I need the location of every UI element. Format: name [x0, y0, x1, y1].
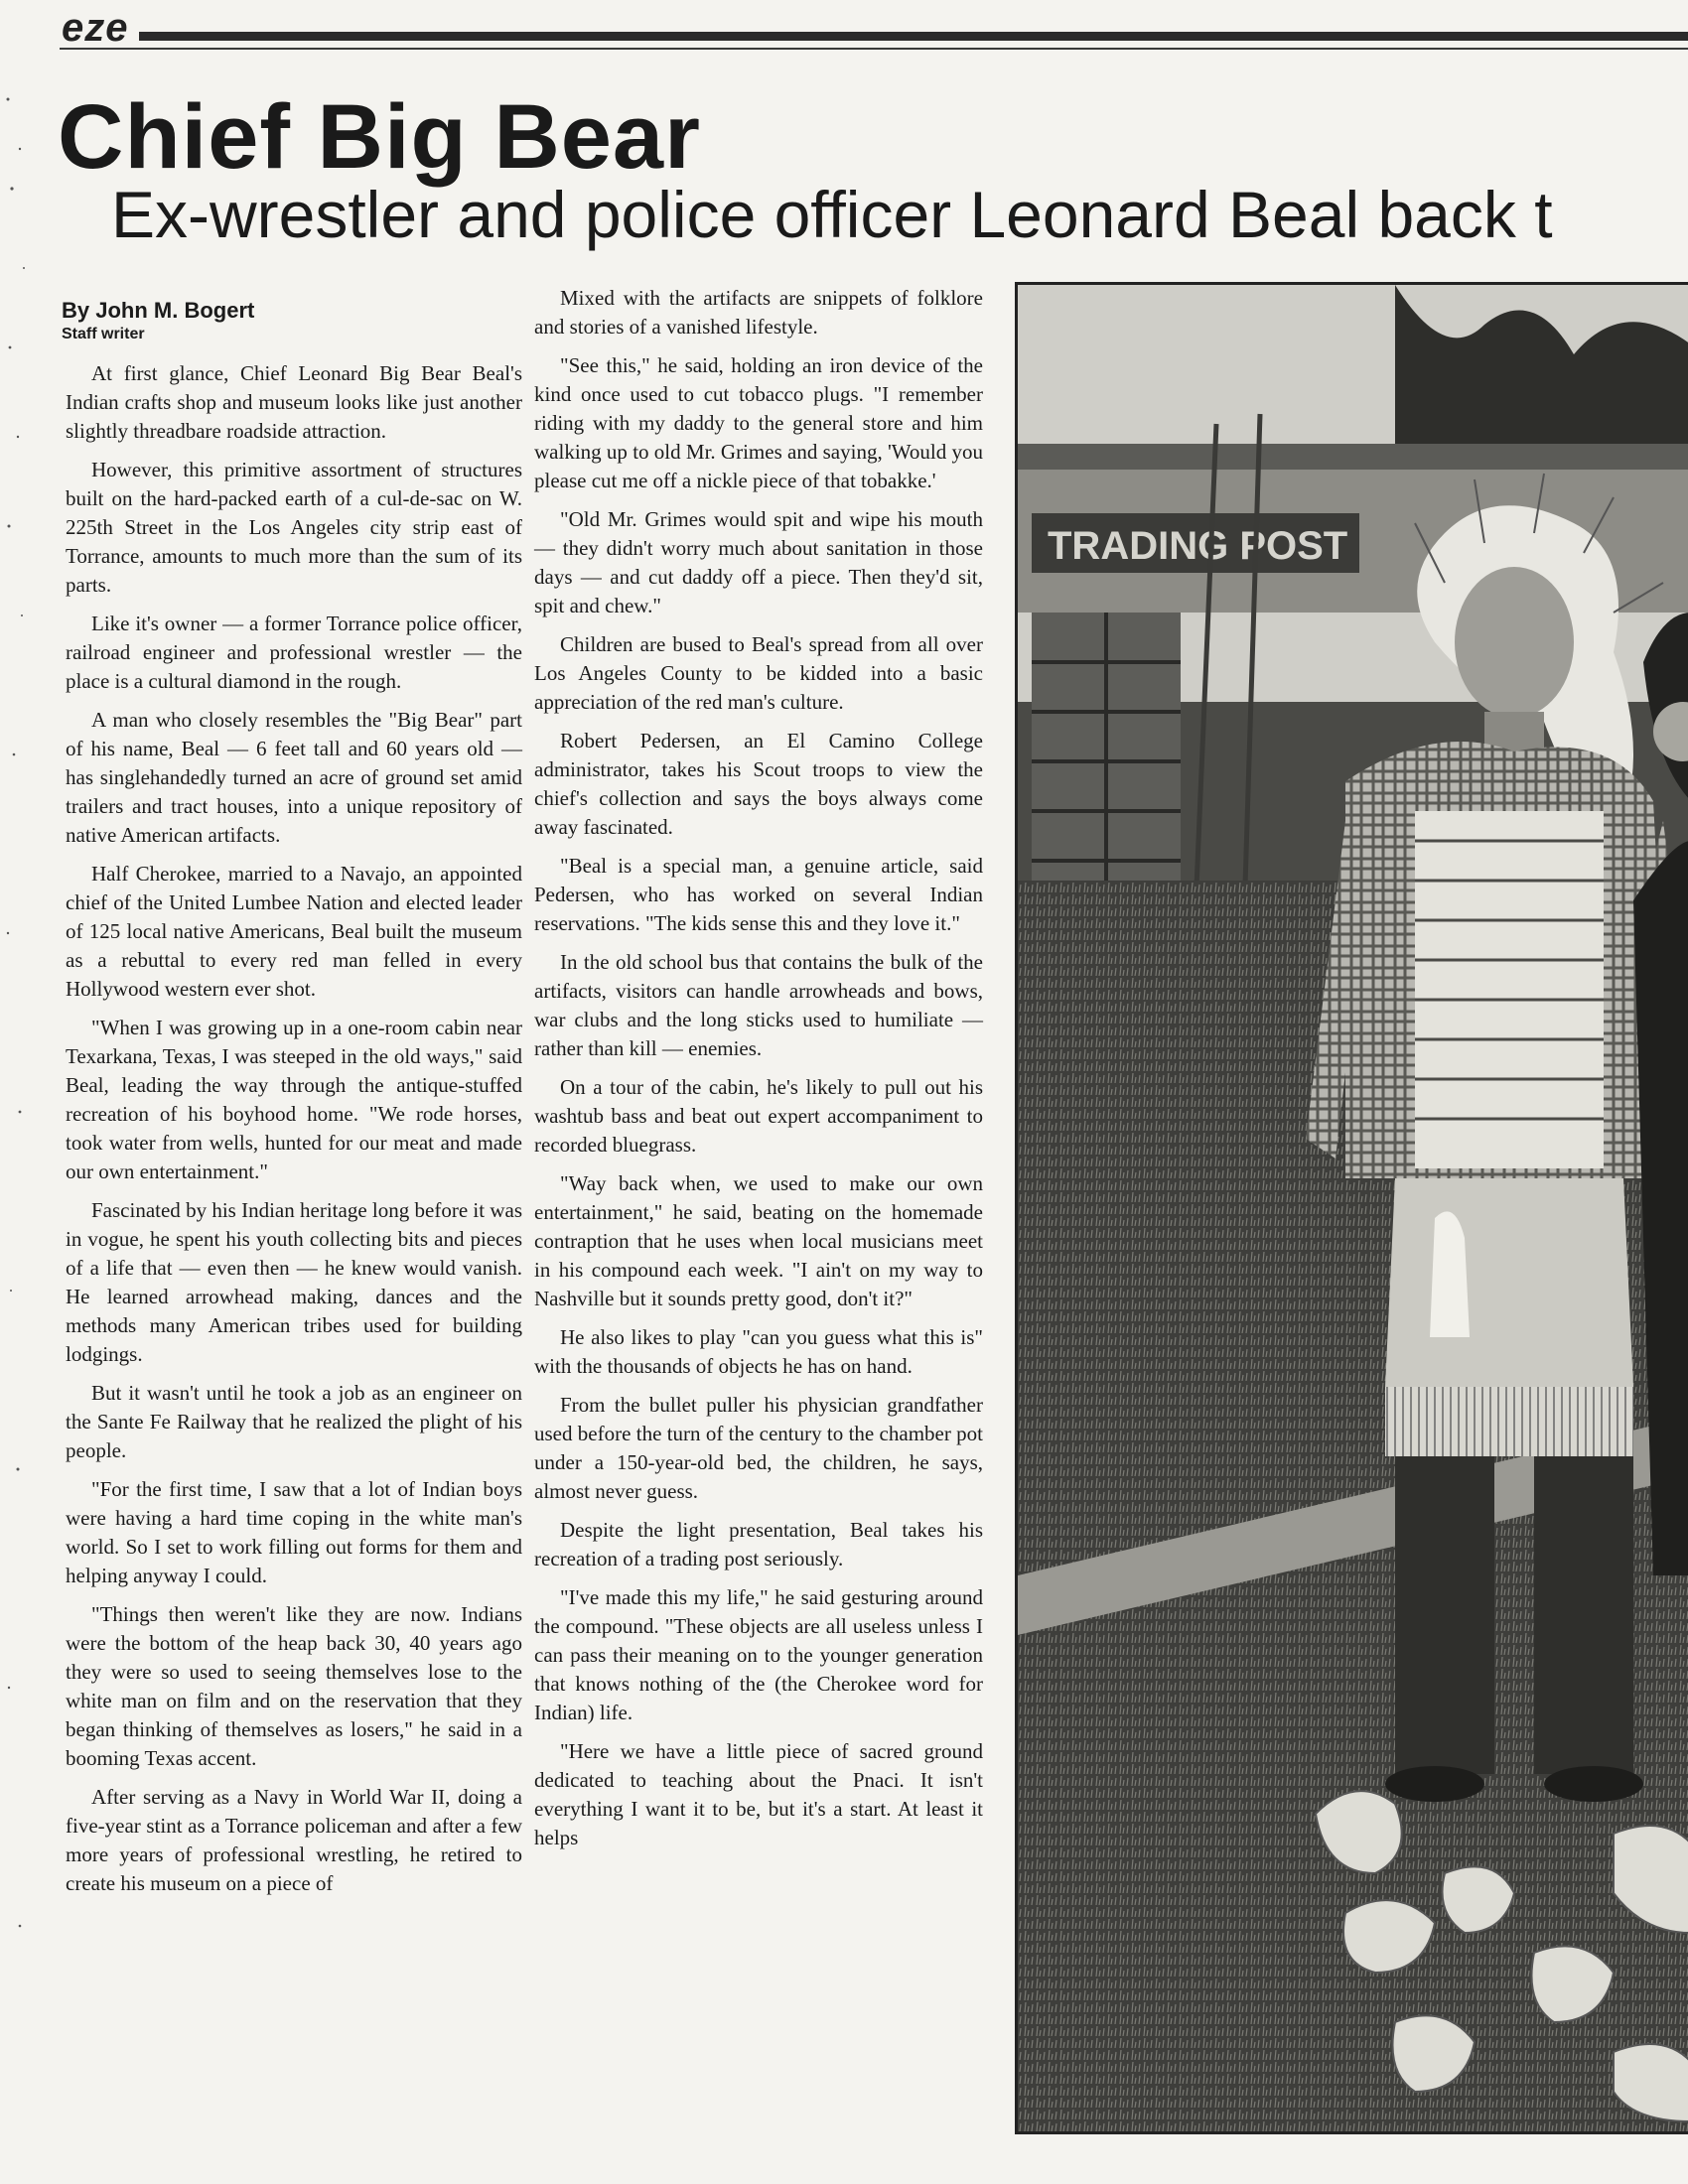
paragraph: "See this," he said, holding an iron device of the kind once used to cut tobacco plugs. "I remember riding with my daddy to the general store and him walking up to old Mr. Grimes and saying, 'Would you please cut me off a nickle piece of that tobakke.'	[534, 353, 983, 492]
article-column-2	[534, 284, 983, 1862]
photo-illustration	[1018, 285, 1688, 2131]
paragraph: "Here we have a little piece of sacred ground dedicated to teaching about the Pnaci. It isn't everything I want it to be, but it's a start. At least it helps	[534, 1739, 983, 1849]
subhead: Ex-wrestler and police officer Leonard Beal back t	[111, 178, 1553, 251]
paragraph: A man who closely resembles the "Big Bear" part of his name, Beal — 6 feet tall and 60 years old — has singlehandedly turned an acre of ground set amid trailers and tract houses, into a unique repository of native American artifacts.	[66, 708, 522, 847]
paragraph: Children are bused to Beal's spread from all over Los Angeles County to be kidded into a basic appreciation of the red man's culture.	[534, 632, 983, 714]
paragraph: Despite the light presentation, Beal takes his recreation of a trading post seriously.	[534, 1518, 983, 1570]
paragraph: "Beal is a special man, a genuine article, said Pedersen, who has worked on several Indian reservations. "The kids sense this and they love it."	[534, 854, 983, 935]
paragraph: However, this primitive assortment of structures built on the hard-packed earth of a cul-de-sac on W. 225th Street in the Los Angeles city strip east of Torrance, amounts to much more than the sum of its parts.	[66, 458, 522, 597]
paragraph: But it wasn't until he took a job as an engineer on the Sante Fe Railway that he realized the plight of his people.	[66, 1381, 522, 1462]
paragraph: He also likes to play "can you guess what this is" with the thousands of objects he has on hand.	[534, 1325, 983, 1378]
paragraph: Like it's owner — a former Torrance police officer, railroad engineer and professional wrestler — the place is a cultural diamond in the rough.	[66, 612, 522, 693]
paragraph: "For the first time, I saw that a lot of Indian boys were having a hard time coping in the white man's world. So I set to work filling out forms for them and helping anyway I could.	[66, 1477, 522, 1587]
paragraph: At first glance, Chief Leonard Big Bear Beal's Indian crafts shop and museum looks like just another slightly threadbare roadside attraction.	[66, 361, 522, 443]
photo-sign-text: TRADING POST	[1048, 524, 1348, 568]
masthead-thick-rule	[139, 32, 1688, 41]
paragraph: "I've made this my life," he said gesturing around the compound. "These objects are all useless unless I can pass their meaning on to the younger generation that knows nothing of the (the Cherokee word for Indian) life.	[534, 1585, 983, 1724]
paragraph: From the bullet puller his physician grandfather used before the turn of the century to the chamber pot under a 150-year-old bed, the children, he says, almost never guess.	[534, 1393, 983, 1503]
masthead-thin-rule	[60, 48, 1688, 50]
article-column-1	[66, 359, 522, 1908]
paragraph: "Things then weren't like they are now. Indians were the bottom of the heap back 30, 40 years ago they were so used to seeing themselves lose to the white man on film and on the reservation that they began thinking of themselves as losers," he said in a booming Texas accent.	[66, 1602, 522, 1770]
paragraph: In the old school bus that contains the bulk of the artifacts, visitors can handle arrowheads and bows, war clubs and the long sticks used to humiliate — rather than kill — enemies.	[534, 950, 983, 1060]
news-photo	[1015, 282, 1688, 2134]
byline	[62, 298, 254, 343]
paragraph: Mixed with the artifacts are snippets of folklore and stories of a vanished lifestyle.	[534, 286, 983, 339]
paragraph: Half Cherokee, married to a Navajo, an appointed chief of the United Lumbee Nation and elected leader of 125 local native Americans, Beal built the museum as a rebuttal to every red man felled in every Hollywood western ever shot.	[66, 862, 522, 1001]
scan-edge-speckle	[0, 60, 40, 2144]
paragraph: "When I was growing up in a one-room cabin near Texarkana, Texas, I was steeped in the old ways," said Beal, leading the way through the antique-stuffed recreation of his boyhood home. "We rode horses, took water from wells, hunted for our meat and made our own entertainment."	[66, 1016, 522, 1183]
section-tag: eze	[62, 6, 129, 50]
paragraph: Fascinated by his Indian heritage long before it was in vogue, he spent his youth collecting bits and pieces of a life that — even then — he knew would vanish. He learned arrowhead making, dances and the methods many American tribes used for building lodgings.	[66, 1198, 522, 1366]
byline-title: Staff writer	[62, 326, 145, 342]
byline-name: By John M. Bogert	[62, 298, 255, 323]
paragraph: After serving as a Navy in World War II, doing a five-year stint as a Torrance policeman and after a few more years of professional wrestling, he retired to create his museum on a piece of	[66, 1785, 522, 1895]
paragraph: On a tour of the cabin, he's likely to pull out his washtub bass and beat out expert accompaniment to recorded bluegrass.	[534, 1075, 983, 1157]
masthead-rule	[60, 18, 1688, 44]
paragraph: "Way back when, we used to make our own entertainment," he said, beating on the homemade contraption that he uses when local musicians meet in his compound each week. "I ain't on my way to Nashville but it sounds pretty good, don't it?"	[534, 1171, 983, 1310]
paragraph: "Old Mr. Grimes would spit and wipe his mouth — they didn't worry much about sanitation in those days — and cut daddy off a piece. Then they'd sit, spit and chew."	[534, 507, 983, 617]
headline: Chief Big Bear	[58, 86, 701, 188]
paragraph: Robert Pedersen, an El Camino College administrator, takes his Scout troops to view the chief's collection and says the boys always come away fascinated.	[534, 729, 983, 839]
